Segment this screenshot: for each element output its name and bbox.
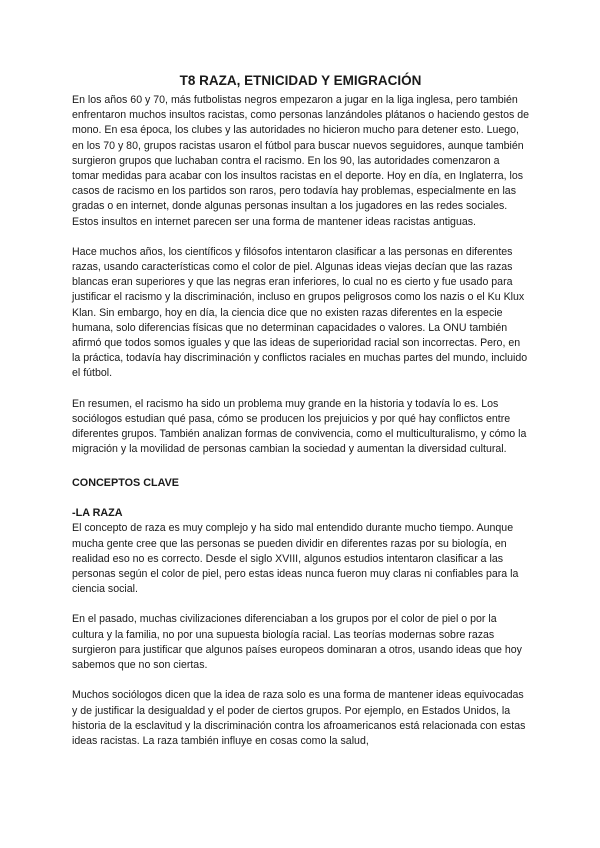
raza-paragraph-2: En el pasado, muchas civilizaciones diferenciaban a los grupos por el color de piel o por la cultura y la familia, no por una supuesta biología racial. Las teorías modernas sobre razas surgieron para justificar que algunos países europeos dominaran a otros, usando ideas que hoy sabemos que no son ciertas. [72,613,522,672]
section-heading-conceptos-clave: CONCEPTOS CLAVE [72,477,179,490]
intro-paragraph-1: En los años 60 y 70, más futbolistas negros empezaron a jugar en la liga inglesa, pero también enfrentaron muchos insultos racistas, como personas lanzándoles plátanos o haciendo gestos de mono. En esa época, los clubes y las autoridades no hicieron mucho para detener esto. Luego, en los 70 y 80, grupos racistas usaron el fútbol para buscar nuevos seguidores, aunque también surgieron grupos que luchaban contra el racismo. En los 90, las autoridades comenzaron a tomar medidas para acabar con los insultos racistas en el deporte. Hoy en día, en Inglaterra, los casos de racismo en los partidos son raros, pero todavía hay problemas, especialmente en las gradas o en internet, donde algunas personas insultan a los jugadores en las redes sociales. Estos insultos en internet parecen ser una forma de mantener ideas racistas antiguas. [72,94,529,228]
intro-paragraph-2: Hace muchos años, los científicos y filósofos intentaron clasificar a las personas en diferentes razas, usando características como el color de piel. Algunas ideas viejas decían que las razas blancas eran superiores y que las negras eran inferiores, lo cual no es cierto y fue usado para justificar el racismo y la discriminación, incluso en grupos peligrosos como los nazis o el Ku Klux Klan. Sin embargo, hoy en día, la ciencia dice que no existen razas diferentes en la especie humana, solo diferencias físicas que no determinan capacidades o valores. La ONU también afirmó que todos somos iguales y que las ideas de superioridad racial son incorrectas. Pero, en la práctica, todavía hay discriminación y conflictos raciales en muchas partes del mundo, incluido el fútbol. [72,245,528,380]
paragraph-spacer [72,230,529,245]
raza-paragraph-3: Muchos sociólogos dicen que la idea de raza solo es una forma de mantener ideas equivocadas y de justificar la desigualdad y el poder de ciertos grupos. Por ejemplo, en Estados Unidos, la historia de la esclavitud y la discriminación contra los afroamericanos está relacionada con estas ideas racistas. La raza también influye en cosas como la salud, [72,689,526,747]
paragraph-spacer [72,597,529,612]
intro-paragraph-3: En resumen, el racismo ha sido un problema muy grande en la historia y todavía lo es. Los sociólogos estudian qué pasa, cómo se producen los prejuicios y por qué hay conflictos entre diferentes grupos. También analizan formas de convivencia, como el multiculturalismo, y cómo la migración y la movilidad de personas cambian la sociedad y aumentan la diversidad cultural. [72,397,527,456]
section-spacer [72,457,529,476]
section-spacer [72,491,529,506]
subsection-heading-la-raza: -LA RAZA [72,507,123,520]
raza-paragraph-1: El concepto de raza es muy complejo y ha sido mal entendido durante mucho tiempo. Aunque mucha gente cree que las personas se pueden dividir en diferentes razas por su biología, en realidad eso no es correcto. Desde el siglo XVIII, algunos estudios intentaron clasificar a las personas según el color de piel, pero estas ideas nunca fueron muy claras ni confiables para la ciencia social. [72,522,519,596]
paragraph-spacer [72,382,529,397]
document-title: T8 RAZA, ETNICIDAD Y EMIGRACIÓN [179,73,422,88]
paragraph-spacer [72,673,529,688]
